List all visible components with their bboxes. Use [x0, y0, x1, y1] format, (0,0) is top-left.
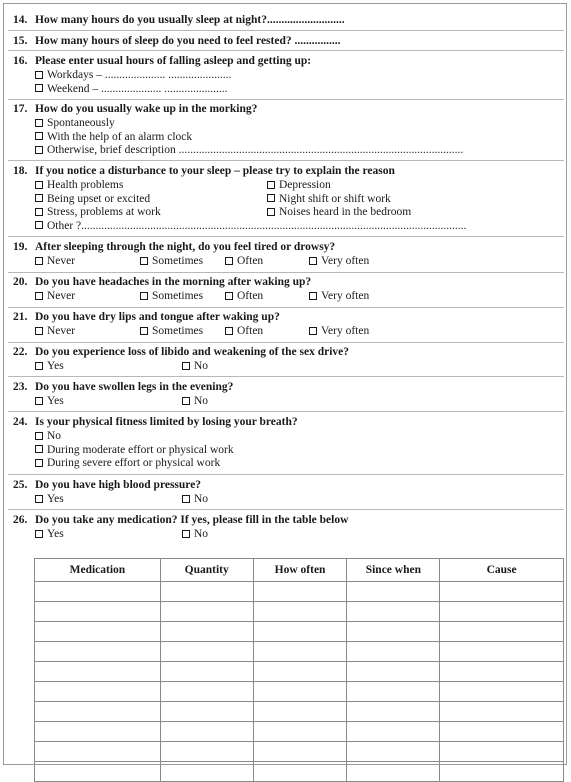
- table-cell[interactable]: [440, 742, 564, 762]
- question-24: [13, 415, 298, 470]
- checkbox-no[interactable]: [182, 362, 190, 370]
- option-label: Otherwise, brief description ...................................................................................................: [47, 144, 464, 157]
- question-text: Do you have dry lips and tongue after waking up?: [35, 311, 280, 323]
- table-cell[interactable]: [253, 722, 347, 742]
- table-cell[interactable]: [35, 622, 161, 642]
- table-cell[interactable]: [160, 582, 253, 602]
- divider: [8, 411, 564, 412]
- option-label: Health problems: [47, 179, 124, 191]
- option-label: No: [194, 528, 209, 540]
- table-row: [35, 662, 564, 682]
- question-number: 15.: [13, 35, 28, 47]
- option-label: Yes: [47, 360, 64, 372]
- question-number: 24.: [13, 416, 28, 428]
- checkbox-yes[interactable]: [35, 362, 43, 370]
- divider: [8, 307, 564, 308]
- table-cell[interactable]: [160, 662, 253, 682]
- table-cell[interactable]: [35, 662, 161, 682]
- checkbox-often[interactable]: [225, 292, 233, 300]
- table-cell[interactable]: [440, 762, 564, 782]
- table-cell[interactable]: [35, 642, 161, 662]
- table-cell[interactable]: [347, 622, 440, 642]
- option-label: Spontaneously: [47, 117, 115, 129]
- checkbox-depression[interactable]: [267, 181, 275, 189]
- option-label: Workdays – ..................... ......................: [47, 69, 232, 81]
- option-label: Yes: [47, 528, 64, 540]
- divider: [8, 50, 564, 51]
- table-cell[interactable]: [253, 762, 347, 782]
- table-cell[interactable]: [35, 702, 161, 722]
- option-label: Other ?......................................................................................................................................: [47, 219, 467, 232]
- column-header-since-when: Since when: [347, 559, 440, 582]
- table-cell[interactable]: [253, 662, 347, 682]
- table-cell[interactable]: [253, 642, 347, 662]
- question-number: 26.: [13, 514, 28, 526]
- table-row: [35, 702, 564, 722]
- table-cell[interactable]: [160, 602, 253, 622]
- table-cell[interactable]: [160, 722, 253, 742]
- option-label: Never: [47, 290, 76, 302]
- checkbox-sometimes[interactable]: [140, 257, 148, 265]
- column-header-medication: Medication: [35, 559, 161, 582]
- table-row: [35, 762, 564, 782]
- question-number: 25.: [13, 479, 28, 491]
- checkbox-weekend[interactable]: [35, 84, 43, 92]
- table-cell[interactable]: [160, 642, 253, 662]
- question-number: 20.: [13, 276, 28, 288]
- option-label: Yes: [47, 395, 64, 407]
- checkbox-yes[interactable]: [35, 495, 43, 503]
- checkbox-night-shift[interactable]: [267, 194, 275, 202]
- table-cell[interactable]: [160, 742, 253, 762]
- table-cell[interactable]: [347, 682, 440, 702]
- column-header-how-often: How often: [253, 559, 347, 582]
- table-cell[interactable]: [253, 742, 347, 762]
- checkbox-sometimes[interactable]: [140, 327, 148, 335]
- checkbox-never[interactable]: [35, 257, 43, 265]
- table-cell[interactable]: [440, 722, 564, 742]
- question-number: 19.: [13, 241, 28, 253]
- option-label: Noises heard in the bedroom: [279, 206, 412, 219]
- checkbox-yes[interactable]: [35, 530, 43, 538]
- question-number: 22.: [13, 346, 28, 358]
- option-label: Sometimes: [152, 255, 204, 267]
- checkbox-spontaneously[interactable]: [35, 119, 43, 127]
- option-label: Very often: [321, 290, 370, 302]
- option-label: Never: [47, 325, 76, 337]
- table-row: [35, 582, 564, 602]
- table-cell[interactable]: [440, 642, 564, 662]
- question-number: 14.: [13, 14, 28, 26]
- question-text: Do you have swollen legs in the evening?: [35, 381, 234, 393]
- question-18: [13, 164, 467, 232]
- table-cell[interactable]: [347, 742, 440, 762]
- checkbox-moderate-effort[interactable]: [35, 445, 43, 453]
- question-number: 21.: [13, 311, 28, 323]
- question-number: 17.: [13, 103, 28, 115]
- form-frame: [3, 3, 567, 765]
- checkbox-often[interactable]: [225, 257, 233, 265]
- table-cell[interactable]: [253, 682, 347, 702]
- checkbox-often[interactable]: [225, 327, 233, 335]
- question-text: After sleeping through the night, do you feel tired or drowsy?: [35, 241, 336, 253]
- option-label: With the help of an alarm clock: [47, 130, 193, 143]
- table-row: [35, 602, 564, 622]
- table-cell[interactable]: [35, 762, 161, 782]
- table-cell[interactable]: [160, 622, 253, 642]
- option-label: No: [194, 395, 209, 407]
- table-cell[interactable]: [35, 602, 161, 622]
- option-label: No: [47, 430, 62, 442]
- checkbox-other[interactable]: [35, 221, 43, 229]
- table-row: [35, 722, 564, 742]
- divider: [8, 160, 564, 161]
- option-label: Never: [47, 255, 76, 267]
- question-text: Do you have headaches in the morning after waking up?: [35, 276, 312, 288]
- option-label: During severe effort or physical work: [47, 457, 221, 470]
- table-row: [35, 742, 564, 762]
- question-15: [13, 34, 341, 48]
- question-text: Do you experience loss of libido and weakening of the sex drive?: [35, 346, 350, 358]
- table-cell[interactable]: [440, 602, 564, 622]
- question-23: [13, 380, 233, 408]
- table-cell[interactable]: [347, 702, 440, 722]
- question-22: [13, 345, 349, 373]
- checkbox-otherwise[interactable]: [35, 146, 43, 154]
- divider: [8, 99, 564, 100]
- table-row: [35, 622, 564, 642]
- option-label: Often: [237, 255, 264, 267]
- question-number: 23.: [13, 381, 28, 393]
- option-label: No: [194, 493, 209, 505]
- checkbox-very-often[interactable]: [309, 327, 317, 335]
- option-label: During moderate effort or physical work: [47, 443, 234, 456]
- checkbox-sometimes[interactable]: [140, 292, 148, 300]
- table-cell[interactable]: [35, 682, 161, 702]
- question-text: If you notice a disturbance to your sleep – please try to explain the reason: [35, 165, 395, 177]
- question-17: [13, 102, 464, 157]
- question-text: How many hours do you usually sleep at night?...........................: [35, 14, 345, 26]
- checkbox-no[interactable]: [182, 397, 190, 405]
- question-text: How do you usually wake up in the morking?: [35, 103, 258, 115]
- option-label: Depression: [279, 179, 331, 191]
- checkbox-severe-effort[interactable]: [35, 459, 43, 467]
- option-label: Being upset or excited: [47, 192, 151, 205]
- checkbox-yes[interactable]: [35, 397, 43, 405]
- table-cell[interactable]: [440, 702, 564, 722]
- checkbox-never[interactable]: [35, 292, 43, 300]
- checkbox-very-often[interactable]: [309, 257, 317, 265]
- question-16: [13, 54, 311, 95]
- checkbox-very-often[interactable]: [309, 292, 317, 300]
- table-cell[interactable]: [253, 602, 347, 622]
- option-label: Very often: [321, 255, 370, 267]
- option-label: Sometimes: [152, 290, 204, 302]
- checkbox-stress[interactable]: [35, 208, 43, 216]
- question-19: [13, 240, 370, 268]
- checkbox-no[interactable]: [182, 495, 190, 503]
- table-cell[interactable]: [440, 662, 564, 682]
- checkbox-upset-excited[interactable]: [35, 194, 43, 202]
- table-cell[interactable]: [347, 722, 440, 742]
- question-number: 18.: [13, 165, 28, 177]
- table-cell[interactable]: [347, 662, 440, 682]
- table-cell[interactable]: [440, 622, 564, 642]
- checkbox-noises[interactable]: [267, 208, 275, 216]
- table-cell[interactable]: [160, 682, 253, 702]
- option-label: Very often: [321, 325, 370, 337]
- question-21: [13, 310, 370, 338]
- table-row: [35, 642, 564, 662]
- question-text: Please enter usual hours of falling asleep and getting up:: [35, 55, 312, 67]
- checkbox-no[interactable]: [182, 530, 190, 538]
- table-cell[interactable]: [35, 722, 161, 742]
- question-text: Is your physical fitness limited by losing your breath?: [35, 416, 298, 428]
- table-cell[interactable]: [347, 582, 440, 602]
- column-header-quantity: Quantity: [160, 559, 253, 582]
- table-cell[interactable]: [440, 582, 564, 602]
- table-header-row: [35, 559, 564, 582]
- table-cell[interactable]: [253, 582, 347, 602]
- checkbox-alarm-clock[interactable]: [35, 132, 43, 140]
- divider: [8, 30, 564, 31]
- divider: [8, 474, 564, 475]
- checkbox-no[interactable]: [35, 432, 43, 440]
- table-cell[interactable]: [160, 702, 253, 722]
- table-cell[interactable]: [35, 742, 161, 762]
- option-label: Weekend – ..................... ......................: [47, 82, 228, 95]
- question-25: [13, 478, 209, 506]
- question-20: [13, 275, 370, 303]
- checkbox-health-problems[interactable]: [35, 181, 43, 189]
- table-cell[interactable]: [253, 702, 347, 722]
- question-14: [13, 13, 345, 27]
- question-26: [13, 513, 348, 541]
- table-cell[interactable]: [347, 602, 440, 622]
- divider: [8, 509, 564, 510]
- option-label: Sometimes: [152, 325, 204, 337]
- checkbox-never[interactable]: [35, 327, 43, 335]
- checkbox-workdays[interactable]: [35, 71, 43, 79]
- column-header-cause: Cause: [440, 559, 564, 582]
- divider: [8, 272, 564, 273]
- divider: [8, 376, 564, 377]
- option-label: Often: [237, 290, 264, 302]
- question-text: Do you take any medication? If yes, please fill in the table below: [35, 514, 349, 526]
- table-cell[interactable]: [253, 622, 347, 642]
- option-label: Often: [237, 325, 264, 337]
- option-label: Stress, problems at work: [47, 206, 161, 219]
- question-number: 16.: [13, 55, 28, 67]
- question-text: Do you have high blood pressure?: [35, 479, 202, 491]
- table-cell[interactable]: [35, 582, 161, 602]
- question-text: How many hours of sleep do you need to feel rested? ................: [35, 35, 341, 47]
- divider: [8, 342, 564, 343]
- medication-table: [34, 558, 564, 782]
- table-cell[interactable]: [440, 682, 564, 702]
- table-row: [35, 682, 564, 702]
- table-cell[interactable]: [347, 762, 440, 782]
- divider: [8, 236, 564, 237]
- table-cell[interactable]: [160, 762, 253, 782]
- option-label: No: [194, 360, 209, 372]
- option-label: Yes: [47, 493, 64, 505]
- table-cell[interactable]: [347, 642, 440, 662]
- option-label: Night shift or shift work: [279, 192, 391, 205]
